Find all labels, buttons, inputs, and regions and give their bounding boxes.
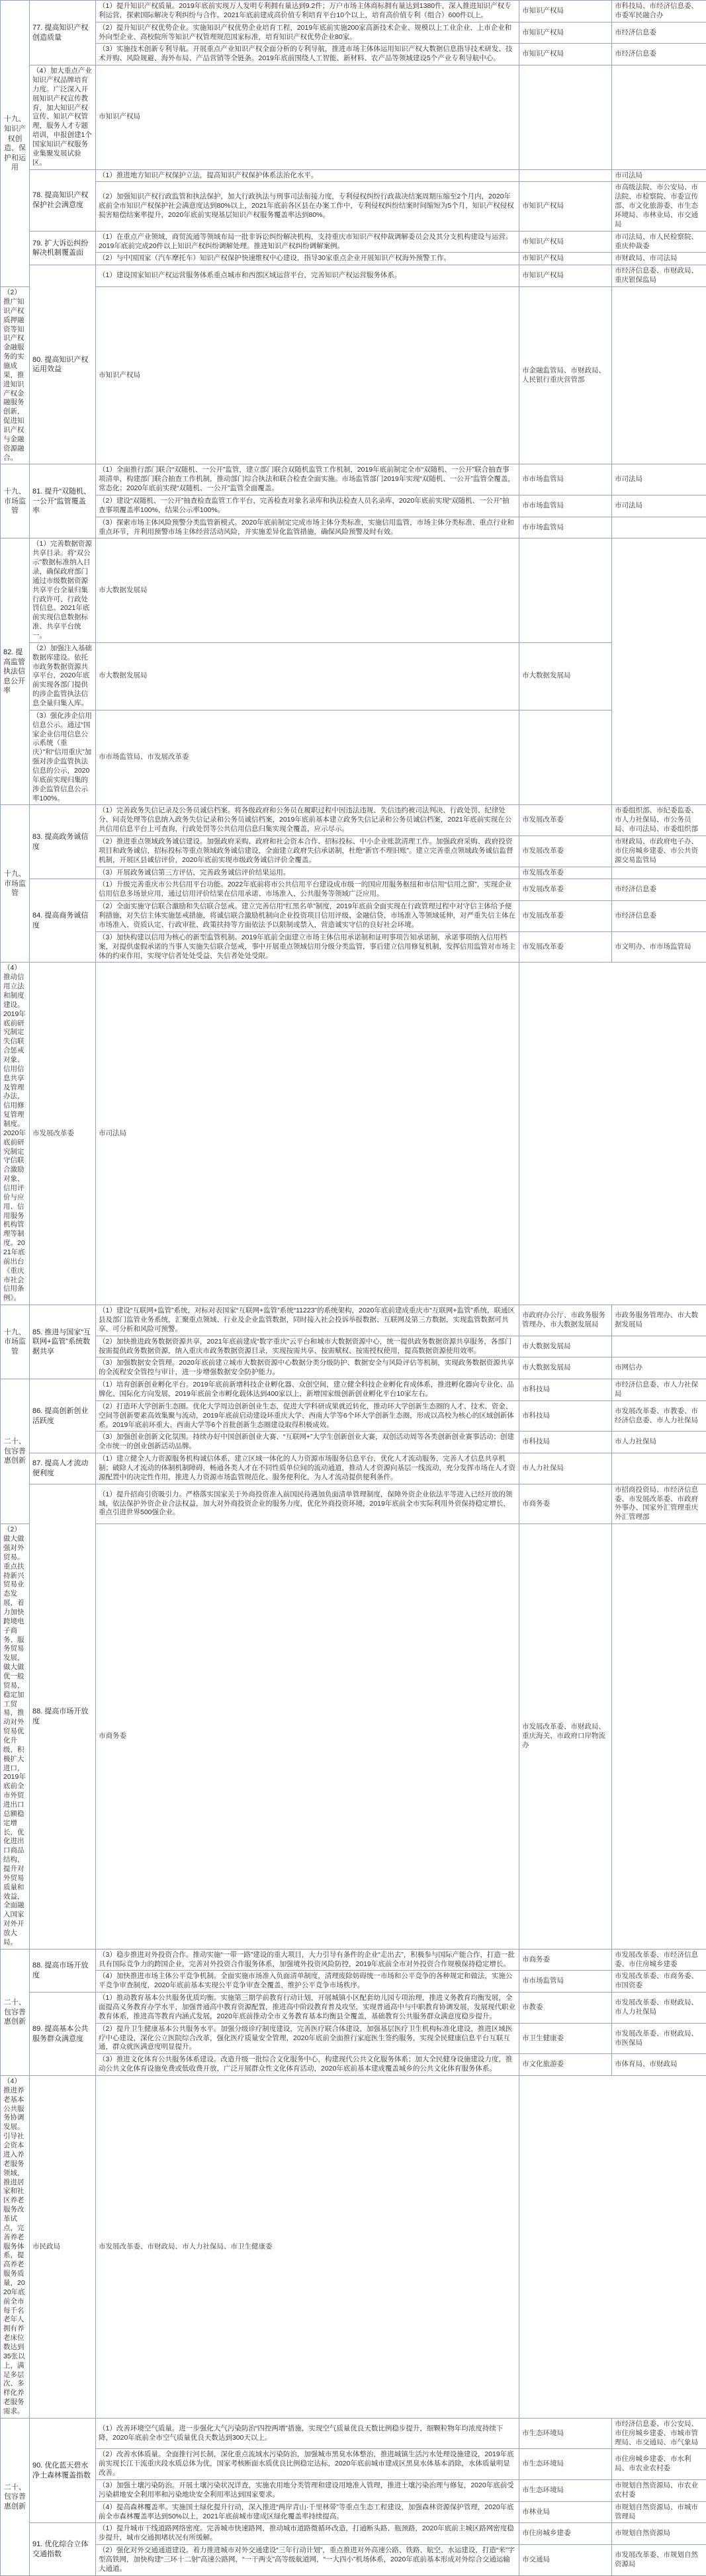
measure-cell: （2）加强注入基础数据库建设。依托市政务数据资源共享平台，2020年底前实现各部门提供的涉企监管执法信息全量归集入库。: [30, 642, 96, 710]
measure-cell: （2）加快推进政务数据资源共享，2021年底前建成“数字重庆”云平台和城市大数据资源中心，统一提供政务数据资源共享服务，各部门按需提供政务数据资源，纳入重庆市政务数据资源目录，实现按需共享、按需赋权、按需授权使用，提高数据资源使用效率。: [96, 1336, 519, 1357]
lead-unit-cell: 市生态环境局: [519, 2480, 612, 2502]
table-row: [1, 836, 706, 867]
lead-unit-cell: 市知识产权局: [519, 22, 612, 44]
lead-unit-cell: 市知识产权局: [96, 65, 519, 169]
table-row: [1, 265, 706, 287]
area-cell: 二十、包容普惠创新: [1, 2418, 30, 2575]
lead-unit-cell: 市发展改革委: [519, 836, 612, 867]
table-row: [1, 169, 706, 182]
lead-unit-cell: 市商务委: [96, 1524, 519, 1950]
table-row: [1, 495, 706, 517]
measure-cell: （1）推进地方知识产权保护立法，提高知识产权保护体系法治化水平。: [96, 169, 519, 182]
lead-unit-cell: 市知识产权局: [519, 231, 612, 253]
lead-unit-cell: 市人力社保局: [519, 1453, 612, 1484]
table-row: [1, 1524, 706, 1950]
lead-unit-cell: 市科技局: [519, 1432, 612, 1453]
lead-unit-cell: 市市场监管局: [519, 517, 612, 538]
lead-unit-cell: 市大数据发展局: [519, 1357, 612, 1379]
table-row: [1, 538, 706, 642]
task-cell: 84. 提高商务诚信度: [30, 879, 96, 963]
responsible-units-cell: 市招商投资局、市经济信息委、市发展改革委、市政府外事办、国家外汇管理重庆外汇管理部: [612, 1484, 706, 1524]
responsible-units-cell: 市政务服务管理办、市大数据发展局: [612, 1305, 706, 1336]
measure-cell: （3）探索市场主体风险预警分类监管新模式。2020年底前制定完成市场主体分类标准，实施信用监管，市场主体分类标准、重点行业和重点环节，并利用预警市场主体经营活动风险，并实施差异化监管措施，确保风险预警及时有效。: [96, 517, 519, 538]
measure-cell: （1）建立健全人力资源服务机构诚信体系，建立区域一体化的人力资源市场服务信息平台，优化人才流动服务，完善人才信息共享机制；破除人才流动的体制机制障碍，畅通各类人才在不同性质单位间的流动通道，推动人才资源向基层一线流动，充分发挥市场在人才资源配置中的决定性作用，推进人力资源市场监管规范化、服务便利化，为人才流动提供便利条件。: [96, 1453, 519, 1484]
measure-cell: （3）加强土壤污染防治。开展土壤污染状况详查，实施农用地分类管理和建设用地准入管理，推进土壤污染治理与修复，2020年底前受污染耕地安全利用率和污染地块安全利用率达到国家要求。: [96, 2480, 519, 2502]
responsible-units-cell: 市大数据发展局: [519, 642, 612, 710]
measure-cell: （3）稳步推进对外投资合作。推动实施“一带一路”建设的重大项目，大力引导有条件的企业“走出去”，积极参与国际产能合作，打造一批具有国际竞争力的跨国企业，完善对外投资合作服务体系，加强境外投资风险防控，2019年底前全市对外投资合作规模保持稳定增长。: [96, 1949, 519, 1971]
measure-cell: （1）在重点产业领域，商贸流通等领域布局一批非诉讼纠纷解决机构，支持重庆市知识产权仲裁调解委员会及其分支机构建设与运营。2019年底前完成20件以上知识产权纠纷调解处理。推进知识产权纠纷调解案例。: [96, 231, 519, 253]
task-cell: 77. 提高知识产权创造质量: [30, 1, 96, 65]
responsible-units-cell: 市人力社保局: [612, 1432, 706, 1453]
measure-cell: （1）完善政务失信记录及公务员诚信档案。将各级政府和公务员在履职过程中因违法违规、失信违约被司法判决、行政处罚、纪律处分、问责处理等信息纳入政务失信记录和公务员诚信档案，2019年底前基本建立政务失信记录和公务员诚信档案，2021年底前实现在公共信用信息平台上可查询，行政处罚等公共信用信息归集实现全覆盖，应示尽示。: [96, 805, 519, 836]
lead-unit-cell: 市知识产权局: [519, 182, 612, 231]
responsible-units-cell: 市高级法院、市公安局、市法院、市检察院、市委宣传部、市文化旅游委、市生态环境局、市林业局、市交通局: [612, 182, 706, 231]
lead-unit-cell: 市知识产权局: [519, 1, 612, 22]
responsible-units-cell: 市发展改革委、市财政局、重庆海关、市政府口岸物流办: [519, 1524, 612, 1950]
responsible-units-cell: 市委组织部、市纪委监委、市人力社保局、市公务员局、市司法局、市委组织部: [612, 805, 706, 836]
lead-unit-cell: 市卫生健康委: [519, 2023, 612, 2054]
area-cell: 二十、包容普惠创新: [1, 1949, 30, 2075]
responsible-units-cell: 市住房城乡建委、市水利局、市农业农村委: [612, 2449, 706, 2480]
table-row: [1, 1, 706, 22]
lead-unit-cell: 市市场监管局、市发展改革委: [96, 710, 519, 805]
table-row: [1, 931, 706, 963]
lead-unit-cell: 市生态环境局: [519, 2418, 612, 2449]
table-row: [1, 2023, 706, 2054]
lead-unit-cell: 市发展改革委: [519, 867, 612, 879]
task-cell: 83. 提高政务诚信度: [30, 805, 96, 879]
table-row: [1, 2076, 706, 2419]
lead-unit-cell: 市商务委: [519, 1484, 612, 1524]
measure-cell: （1）培育创新创业孵化平台。2019年底前新增科技企业孵化器、众创空间，建立健全科技企业孵化育成体系，推进孵化器向专业化、品牌化、国际化方向发展，2019年底前全市孵化载体达到400家以上，新增国家级创新创业孵化平台10家左右。: [96, 1379, 519, 1401]
measure-cell: （1）提升招商引资吸引力。严格落实国家关于外商投资准入前国民待遇加负面清单管理制度，保障外资企业依法平等进入已经开放的领域，依法保护外资企业合法权益，加大对外商投资企业的服务力度，优化外商投资环境，2019年底前全市实际利用外资保持稳定增长，重点引进世界500强企业。: [96, 1484, 519, 1524]
responsible-units-cell: 市经济信息委: [612, 44, 706, 65]
lead-unit-cell: 市民政局: [30, 2076, 96, 2419]
measure-cell: （3）强化涉企信用信息公示。通过“国家企业信用信息公示系统（重庆）”和“信用重庆”加强对涉企监管执法信息的公示，2020年底前实现归集的涉企监管信息公示率100%。: [30, 710, 96, 805]
table-row: [1, 1379, 706, 1401]
lead-unit-cell: 市住房城乡建委: [519, 2523, 612, 2545]
measure-cell: （2）与中国国家（汽车摩托车）知识产权保护快速维权中心建设，指导30家重点企业开展知识产权海外预警工作。: [96, 253, 519, 265]
table-row: [1, 2449, 706, 2480]
area-cell: 十九、市场监管: [1, 805, 30, 963]
task-cell: 86. 提高创新创业活跃度: [30, 1379, 96, 1453]
table-row: [1, 2418, 706, 2449]
lead-unit-cell: 市大数据发展局: [519, 1336, 612, 1357]
measure-cell: （2）做大做强对外贸易。重点扶持新兴贸易业态发展，着力加快跨境电子商务、服务贸易发展，做大做优一般贸易，稳定加工贸易，推动对外贸易优化升级，积极扩大进口，2019年底前全市外贸进出口总额稳定增长，优化进出口商品结构，提升对外贸易质量和效益，全面融入国家对外开放大局。: [1, 1524, 30, 1950]
policy-table-body: [1, 1, 706, 2576]
table-row: [1, 287, 706, 464]
lead-unit-cell: 市林业局: [519, 2501, 612, 2523]
lead-unit-cell: 市发展改革委: [30, 963, 96, 1305]
area-cell: 二十、包容普惠创新: [1, 1379, 30, 1524]
responsible-units-cell: 市发展改革委、市财政局、市医保局: [612, 2023, 706, 2054]
table-row: [1, 1357, 706, 1379]
responsible-units-cell: 市金融监管局、市财政局、人民银行重庆营管部: [519, 287, 612, 464]
lead-unit-cell: 市科技局: [519, 1400, 612, 1432]
lead-unit-cell: 市交通局: [519, 2545, 612, 2576]
area-cell: 十九、市场监管: [1, 1305, 30, 1379]
measure-cell: （1）全面推行部门联合“双随机、一公开”监管，建立部门联合双随机监管工作机制，2019年底前制定全市“双随机、一公开”联合抽查事项清单，构建部门联合抽查工作机制，推动部门综合执法和联合检查全面实施。市场监管部门2019年实现“双随机、一公开”监管全覆盖，常态化；2020年底前实现“双随机、一公开”监管全面覆盖。: [96, 464, 519, 495]
table-row: [1, 1949, 706, 1971]
table-row: [1, 963, 706, 1305]
responsible-units-cell: 市发展改革委、市财政局、市人力社保局: [612, 1993, 706, 2024]
responsible-units-cell: 市发展改革委、市教委、市经济信息委、市人力社保局: [612, 1400, 706, 1432]
responsible-units-cell: 市司法局、市人民检察院、重庆仲裁委: [612, 231, 706, 253]
responsible-units-cell: [519, 710, 612, 805]
lead-unit-cell: 市知识产权局: [519, 44, 612, 65]
lead-unit-cell: 市教委: [519, 1993, 612, 2024]
table-row: [1, 2501, 706, 2523]
table-row: [1, 1400, 706, 1432]
task-cell: 88. 提高市场开放度: [30, 1949, 96, 1992]
responsible-units-cell: 市发展改革委、市商务委、市国资委: [612, 1971, 706, 1993]
responsible-units-cell: 市规划自然资源局: [612, 2523, 706, 2545]
area-cell: 十九、市场监管: [1, 464, 30, 538]
task-cell: 78. 提高知识产权保护社会满意度: [30, 169, 96, 231]
lead-unit-cell: 市知识产权局: [96, 287, 519, 464]
measure-cell: （4）推动信用立法和制度建设。2019年底前研究制定失信联合惩戒对象、信用信息共享及管理办法，信用修复管理制度。2020年底前研究制定守信联合激励对象、信用评价与应用、信用服务机构管理等制度。2021年底前出台《重庆市社会信用条例》。: [1, 963, 30, 1305]
responsible-units-cell: 市经济信息委、市人力社保局: [612, 1379, 706, 1401]
table-row: [1, 231, 706, 253]
lead-unit-cell: 市知识产权局: [519, 253, 612, 265]
lead-unit-cell: 市大数据发展局: [96, 538, 519, 642]
measure-cell: （3）加强数据安全管理。2020年底前建立城市大数据资源中心数据分类分级防护、数据安全与风险评估等机制，实现政务数据资源共享的全流程安全管控与审计，进一步增强数据安全防护能力。: [96, 1357, 519, 1379]
responsible-units-cell: 市经济信息委、市财政局、重庆银保监局: [612, 265, 706, 287]
table-row: [1, 44, 706, 65]
measure-cell: （3）加强创业创新文化氛围。持续办好中国创新创业大赛、“互联网+”大学生创新创业大赛，双创活动周等各类创新创业赛事活动；创建全市统一的创业创新活动品牌。: [96, 1432, 519, 1453]
table-row: [1, 2054, 706, 2076]
measure-cell: （2）提升卫生健康基本公共服务水平。加强分级诊疗制度建设，完善医疗联合体建设，加强基层医疗卫生机构标准化建设，推进区域医疗中心建设，深化公立医院综合改革，强化医疗质量安全管理，2020年底前全面推行家庭医生签约服务，实现全民健康信息平台互联互通，群众就医满意度明显提升。: [96, 2023, 519, 2054]
table-row: [1, 879, 706, 901]
measure-cell: （4）推进养老基本公共服务协调发展。引导社会资本进入养老服务领域，推进居家和社区养老服务改革试点，完善养老服务体系，提高养老服务质量，2020年底前全市每千名老年人拥有养老床位数达到35张以上，满足多层次、多样化养老服务需求。: [1, 2076, 30, 2419]
lead-unit-cell: 市市场监管局: [519, 464, 612, 495]
task-cell: 88. 提高市场开放度: [30, 1484, 96, 1949]
responsible-units-cell: 市科技局、市经济信息委、市委军民融合办: [612, 1, 706, 22]
measure-cell: （2）推进重点领域政务诚信建设。加强政府采购、政府和社会资本合作、招标投标、中小企业账款清理工作。加强政府采购、政府投资项目和政务诚信，招标投标等重点领域政务诚信建设，全面建立政府失信承诺制，杜绝“新官不理旧账”。建立完善重点领域政务诚信监督机制，开展区县诚信评价，2020年底前实现市级政务诚信评价全覆盖。: [96, 836, 519, 867]
responsible-units-cell: 市规划自然资源局、市城市管理局: [612, 2501, 706, 2523]
responsible-units-cell: 市司法局: [612, 169, 706, 182]
measure-cell: （2）推广知识产权质押融资等知识产权金融服务的实施成果，推进知识产权金融服务创新，促进知识产权与金融资源融合。: [1, 287, 30, 464]
measure-cell: （1）完善数据资源共享目录。将“双公示”数据标准纳入目录，确保政府部门通过市级数据资源共享平台全量归集行政许可、行政处罚信息。2021年底前实现信息数据标准、共享平台统一。: [30, 538, 96, 642]
table-row: [1, 805, 706, 836]
measure-cell: （1）推动教育基本公共服务优质均衡。实施第三期学前教育行动计划，开展城镇小区配套幼儿园专项治理，推进义务教育均衡发展，全面提高义务教育办学水平，加强普通高中教育资源配置，推进高中阶段教育普及攻坚，实现普通高中与中职教育协调发展，发展现代职业教育体系，推进高等教育内涵式发展，2020年底前推动全市义务教育基本均衡县全覆盖，基础教育公共服务群众满意度稳步提升。: [96, 1993, 519, 2024]
task-cell: 85. 推进与国家“互联网+监管”系统数据共享: [30, 1305, 96, 1379]
table-row: [1, 1993, 706, 2024]
lead-unit-cell: 市文化旅游委: [519, 2054, 612, 2076]
task-cell: 87. 提高人才流动便利度: [30, 1453, 96, 1484]
measure-cell: （1）提升城市干线道路网络密度。完善城市快速路网，推动城市道路微循环改造，打通断头路、瓶颈路，2020年底前主城区路网密度稳步提升，城市交通拥堵状况有所缓解。: [96, 2523, 519, 2545]
table-row: [1, 642, 706, 710]
responsible-units-cell: 市网信办: [612, 1357, 706, 1379]
lead-unit-cell: 市大数据发展局: [96, 642, 519, 710]
responsible-units-cell: 市发展改革委、市财政局、市人力社保局、市卫生健康委: [96, 2076, 519, 2419]
table-row: [1, 1484, 706, 1524]
measure-cell: （1）改善环境空气质量。进一步强化大气污染防治“四控两增”措施，实现空气质量优良天数比例稳步提升，细颗粒物年均浓度持续下降，2020年底前全市空气质量优良天数达到300天以上。: [96, 2418, 519, 2449]
task-cell: 79. 扩大诉讼纠纷解决机制覆盖面: [30, 231, 96, 265]
lead-unit-cell: 市发展改革委: [519, 901, 612, 932]
lead-unit-cell: 市生态环境局: [519, 2449, 612, 2480]
table-row: [1, 2480, 706, 2502]
measure-cell: （2）全面实施守信联合激励和失信联合惩戒。建立完善信用“红黑名单”制度，2019年底前全面实现在行政管理过程中对守信主体给予便利措施，对失信主体实施惩戒措施，将诚信联合激励机制向企业投资项目信用评级、金融信贷、市场准入等领域延伸，对严重失信主体在市场准入、资质认定、行政审批、政策扶持等方面依法予以限制或禁入，营造诚实守信的良好社会环境。: [96, 901, 519, 932]
responsible-units-cell: [519, 538, 612, 642]
table-row: [1, 1453, 706, 1484]
table-row: [1, 1971, 706, 1993]
table-row: [1, 1336, 706, 1357]
measure-cell: （4）提高森林覆盖率。实施国土绿化提升行动，深入推进“两岸青山·千里林带”等重点生态工程建设，加强森林资源保护管理，2020年底前全市森林覆盖率达到50%以上，2021年底前城市建成区绿化覆盖率持续提高。: [96, 2501, 519, 2523]
responsible-units-cell: 市财政局、市司法局: [612, 253, 706, 265]
responsible-units-cell: [519, 65, 612, 169]
lead-unit-cell: [519, 169, 612, 182]
table-row: [1, 182, 706, 231]
lead-unit-cell: 市发展改革委: [519, 805, 612, 836]
table-row: [1, 464, 706, 495]
area-cell: 十九、知识产权创造、保护和运用: [1, 1, 30, 287]
responsible-units-cell: 市经济信息委: [612, 901, 706, 932]
table-row: [1, 710, 706, 805]
responsible-units-cell: [612, 517, 706, 538]
table-row: [1, 1305, 706, 1336]
responsible-units-cell: [612, 1453, 706, 1484]
table-row: [1, 22, 706, 44]
responsible-units-cell: [612, 867, 706, 879]
responsible-units-cell: 市司法局: [96, 963, 519, 1305]
measure-cell: （1）升级完善重庆市公共信用平台功能。2022年底前将市公共信用平台建设成市级一的国应用服务枢纽和市信用“信用之窗”，实现企业信用信息多场景应用，通过信用评价结果在信用承诺、市场准入、公共服务等领域广泛应用。: [96, 879, 519, 901]
measure-cell: （4）加快推进市场主体公平竞争机制。全面实施市场准入负面清单制度，清理废除妨碍统一市场和公平竞争的各种规定和做法，实施公平竞争审查制度，2020年底前基本实现公平竞争审查全覆盖，维护公平竞争市场秩序。: [96, 1971, 519, 1993]
responsible-units-cell: 市经济信息委、市公安局、市住房城乡建委、市城市管理局、市交通局、市气象局: [612, 2418, 706, 2449]
measure-cell: （2）加强知识产权行政监管和执法保护，加大行政执法与刑事司法衔接力度，专利侵权纠纷行政裁决结案周期压缩至2个月内，2020年底前全市知识产权保护社会满意度达到80%以上，2021年底前各区县在办案工作中，专利侵权纠纷结案时间缩短为5个月，知识产权侵权损害赔偿结案率提升，2020年底前实现基层知识产权服务覆盖率达到80%。: [96, 182, 519, 231]
table-row: [1, 253, 706, 265]
responsible-units-cell: 市司法局: [612, 495, 706, 517]
lead-unit-cell: 市市场监管局: [519, 495, 612, 517]
measure-cell: （1）建设国家知识产权运营服务体系重点城市和西部区域运营平台，完善知识产权运营服务体系。: [96, 265, 519, 287]
measure-cell: （3）开展政务诚信第三方评估，完善政务诚信评价结果运用。: [96, 867, 519, 879]
table-row: [1, 2545, 706, 2576]
responsible-units-cell: 市财政局、市政府电子办、市住房城乡建委、市公共资源交易监管局: [612, 836, 706, 867]
measure-cell: （4）加大重点产业知识产权品牌培育力度。广泛深入开展知识产权宣传教育，加大知识产权宣传、知识产权管理，服务人才专题培训，申报创建1个国家知识产权服务业集聚发展试验区。: [30, 65, 96, 169]
measure-cell: （3）推进文化体育公共服务体系建设。改造升级一批综合文化服务中心，构建现代公共文化服务体系；加大全民健身设施建设力度，推动公共文化体育设施免费或低收费开放，广泛开展群众性文化体育活动，2020年底前基本建成覆盖城乡的公共文化体育服务体系。: [96, 2054, 519, 2076]
lead-unit-cell: 市发展改革委: [519, 879, 612, 901]
measure-cell: （2）打造环大学创新生态圈。优化大学周边创新创业生态，促进大学科研成果就近转化，推动环大学创新生态圈的人才、技术、资金、空间等创新要素高效集聚与流动，2019年底前启动建设环重庆大学、西南大学等6个环大学创新生态圈，形成以高校为核心的区域创新体系。2019年底前环重大、西南大学等6个首批创新生态圈建设取得积极成效。: [96, 1400, 519, 1432]
responsible-units-cell: 市规划自然资源局、市农业农村委: [612, 2480, 706, 2502]
responsible-units-cell: 市文明办、市市场监管局: [612, 931, 706, 963]
lead-unit-cell: 市政府办公厅、市政务服务管理办、市大数据发展局: [519, 1305, 612, 1336]
lead-unit-cell: 市发展改革委: [519, 931, 612, 963]
measure-cell: （2）改善水体质量。全面推行河长制，深化重点流域水污染防治，加强城市黑臭水体整治，推进城镇生活污水处理设施建设，2019年底前实现长江干流重庆段水质总体为优，国家考核断面水质优良比例稳定达标，2020年底前城市建成区黑臭水体基本消除，水体质量明显改善。: [96, 2449, 519, 2480]
responsible-units-cell: 市体育局、市财政局: [612, 2054, 706, 2076]
responsible-units-cell: 市发展改革委、市经济信息委、市住房城乡建委: [612, 1949, 706, 1971]
table-row: [1, 1432, 706, 1453]
table-row: [1, 517, 706, 538]
task-cell: 89. 提高基本公共服务群众满意度: [30, 1993, 96, 2076]
responsible-units-cell: 市司法局: [612, 464, 706, 495]
table-row: [1, 901, 706, 932]
lead-unit-cell: 市商务委: [519, 1949, 612, 1971]
table-row: [1, 2523, 706, 2545]
task-cell: 91. 优化综合立体交通指数: [30, 2523, 96, 2575]
table-row: [1, 867, 706, 879]
measure-cell: （2）建设“双随机、一公开”抽查检查监管工作平台，完善检查对象名录库和执法检查人员名录库，2020年底前实现“双随机、一公开”抽查事项覆盖率100%，结果公示率100%。: [96, 495, 519, 517]
measure-cell: （2）提升知识产权优势企业。实施知识产权优势企业培育工程，2019年底前实施200家高新技术企业、规模以上工业企业、上市企业和外向型企业、高校院所等知识产权管理规范国家标准，培育知识产权优势企业80家。: [96, 22, 519, 44]
table-row: [1, 65, 706, 169]
measure-cell: （2）强化对外交通通道建设。着力推进城市对外交通建设“三年行动计划”，重点推进对外高速公路、铁路、航空、水运建设，打造“米”字型高铁网，加快构建“三环十二射”高速公路网，“一干两支”高等级航道网，“一大四小”机场体系，2020年底前基本形成对外综合交通运输大通道。: [96, 2545, 519, 2576]
task-cell: 82. 提高监管执法信息公开率: [1, 538, 30, 805]
task-cell: 90. 优化蓝天碧水净土森林覆盖指数: [30, 2418, 96, 2523]
measure-cell: （1）提升知识产权质量。2019年底前实现万人发明专利拥有量达到9.2件；万户市场主体商标拥有量达到1380件，深入推进知识产权专利运营，探索国际解决专利纠纷与合作。2021年底前建成高价值专利培育平台10个以上，培育高价值专利（组合）600件以上。: [96, 1, 519, 22]
measure-cell: （3）加快构建以信用为核心的新型监管机制。2019年底前全面建立市场主体信用承诺制和证明事项告知承诺制，承诺事项纳入信用档案，对提供虚假承诺的当事人实施失信联合惩戒，事中开展重点领域信用分级分类监管，事后建立信用修复机制，发挥信用监管对市场主体的约束作用，实现守信者处处受益、失信者处处受限。: [96, 931, 519, 963]
responsible-units-cell: [612, 1336, 706, 1357]
task-cell: 81. 提升“双随机、一公开”监管覆盖率: [30, 464, 96, 538]
measure-cell: （3）实施技术创新专利导航。开展重点产业知识产权全面分析的专利导航，推进市场主体体运用知识产权大数据信息指导技术研发、技术并购、风险规避、海外布局、产品营销等全链条。2019年底前围绕人工智能、新材料、农产品等领域建设5个产业专利导航中心。: [96, 44, 519, 65]
responsible-units-cell: 市发展改革委、市规划自然资源局: [612, 2545, 706, 2576]
lead-unit-cell: 市市场监管局: [519, 1971, 612, 1993]
lead-unit-cell: 市科技局: [519, 1379, 612, 1401]
responsible-units-cell: 市经济信息委: [612, 879, 706, 901]
lead-unit-cell: 市知识产权局: [519, 265, 612, 287]
task-cell: 80. 提高知识产权运用效益: [30, 265, 96, 464]
responsible-units-cell: 市经济信息委: [612, 22, 706, 44]
measure-cell: （1）建设“互联网+监管”系统，对标对表国家“互联网+监管”系统“11223”的系统架构，2020年底前建成重庆市“互联网+监管”系统，联通区县及部门监管业务系统，汇聚重点领域、行业及企业监管数据，同时接入社会投诉举报数据、互联网及第三方数据，实现监管数据可共享、可分析和风险可预警。: [96, 1305, 519, 1336]
